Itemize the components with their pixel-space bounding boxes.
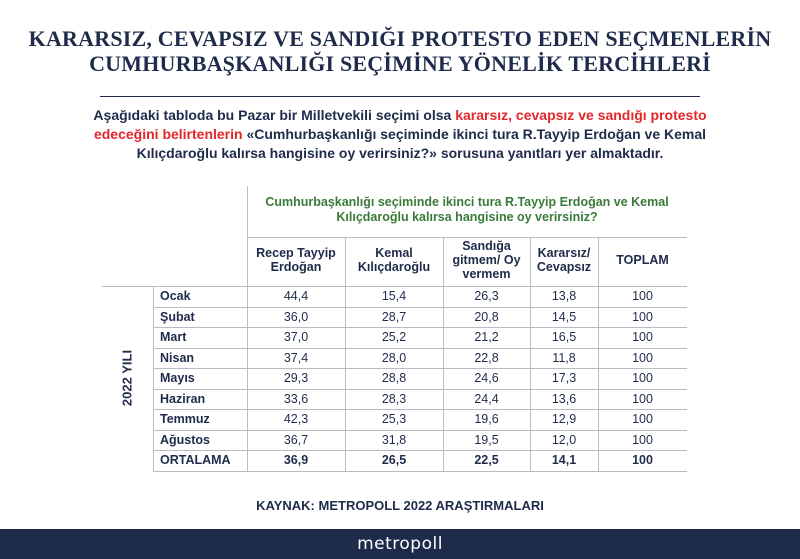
grid-vline [153, 286, 154, 471]
average-cell: 100 [632, 453, 653, 467]
table-cell: 28,7 [381, 309, 407, 324]
table-cell: 17,3 [551, 371, 577, 385]
table-cell: 100 [632, 391, 653, 406]
title-line-1: KARARSIZ, CEVAPSIZ VE SANDIĞI PROTESTO EDEN SEÇMENLERİN [28, 26, 772, 51]
grid-vline [443, 237, 444, 471]
column-header: TOPLAM [616, 253, 669, 267]
grid-hline [153, 327, 687, 328]
table-cell: 22,8 [474, 350, 499, 365]
intro-part-1: Aşağıdaki tabloda bu Pazar bir Milletvekili seçimi olsa [93, 107, 456, 123]
table-cell: 20,8 [474, 309, 499, 324]
grid-hline [153, 430, 687, 431]
table-cell: 25,2 [381, 330, 407, 344]
row-label: Temmuz [160, 412, 210, 426]
average-row-label: ORTALAMA [160, 453, 231, 467]
grid-hline [153, 471, 687, 472]
table-cell: 15,4 [381, 289, 407, 303]
table-cell: 28,0 [381, 350, 407, 365]
table-cell: 14,5 [551, 309, 577, 324]
title-line-2: CUMHURBAŞKANLIĞI SEÇİMİNE YÖNELİK TERCİHLERİ [89, 51, 711, 76]
page-title [0, 26, 800, 76]
table-cell: 42,3 [283, 412, 309, 426]
table-cell: 36,7 [283, 432, 309, 447]
table-cell: 13,6 [551, 391, 577, 406]
average-cell: 36,9 [283, 453, 309, 467]
table-question: Cumhurbaşkanlığı seçiminde ikinci tura R.Tayyip Erdoğan ve Kemal Kılıçdaroğlu kalırsa hangisine oy verirsiniz? [265, 195, 669, 224]
table-cell: 26,3 [474, 289, 499, 303]
year-label: 2022 YILI [119, 349, 135, 407]
row-label: Ağustos [160, 432, 210, 447]
table-cell: 19,5 [474, 432, 499, 447]
row-label: Haziran [160, 391, 206, 406]
grid-hline [153, 307, 687, 308]
table-cell: 100 [632, 432, 653, 447]
grid-hline [102, 286, 687, 287]
table-cell: 37,4 [283, 350, 309, 365]
source-text: KAYNAK: METROPOLL 2022 ARAŞTIRMALARI [256, 498, 544, 513]
table-cell: 29,3 [283, 371, 309, 385]
table-cell: 19,6 [474, 412, 499, 426]
column-header: Kemal Kılıçdaroğlu [357, 246, 431, 274]
brand-logo: metropoll [357, 534, 443, 554]
table-cell: 12,0 [551, 432, 577, 447]
table-cell: 33,6 [283, 391, 309, 406]
intro-text [60, 106, 740, 163]
table-cell: 16,5 [551, 330, 577, 344]
intro-part-2: «Cumhurbaşkanlığı seçiminde ikinci tura R.Tayyip Erdoğan ve Kemal Kılıçdaroğlu kalırsa hangisine oy verirsiniz?» sorusuna yanıtları yer almaktadır. [136, 126, 707, 161]
footer-bar [0, 529, 800, 559]
table-cell: 28,3 [381, 391, 407, 406]
average-cell: 14,1 [551, 453, 577, 467]
grid-hline [153, 389, 687, 390]
column-header: Sandığa gitmem/ Oy vermem [452, 239, 521, 281]
intro-highlight: kararsız, cevapsız ve sandığı protesto edeceğini belirtenlerin [93, 107, 707, 142]
average-cell: 22,5 [474, 453, 499, 467]
row-label: Nisan [160, 350, 195, 365]
row-label: Şubat [160, 309, 195, 324]
grid-hline [153, 368, 687, 369]
table-cell: 25,3 [381, 412, 407, 426]
table-cell: 11,8 [552, 350, 576, 365]
average-cell: 26,5 [381, 453, 407, 467]
table-cell: 13,8 [551, 289, 577, 303]
grid-vline [530, 237, 531, 471]
table-cell: 100 [632, 289, 653, 303]
grid-vline [247, 186, 248, 471]
table-cell: 100 [632, 412, 653, 426]
column-header: Recep Tayyip Erdoğan [256, 246, 336, 274]
table-cell: 37,0 [283, 330, 309, 344]
row-label: Mayıs [160, 371, 195, 385]
row-label: Mart [160, 330, 187, 344]
table-cell: 100 [632, 371, 653, 385]
table-cell: 21,2 [474, 330, 499, 344]
table-cell: 44,4 [283, 289, 309, 303]
year-group [102, 286, 152, 471]
grid-vline [598, 237, 599, 471]
row-label: Ocak [160, 289, 191, 303]
grid-hline [153, 450, 687, 451]
grid-hline [153, 409, 687, 410]
table-cell: 28,8 [381, 371, 407, 385]
grid-vline [345, 237, 346, 471]
title-divider [100, 96, 700, 97]
table-cell: 31,8 [381, 432, 407, 447]
table-cell: 100 [632, 309, 653, 324]
column-header: Kararsız/ Cevapsız [536, 246, 592, 274]
table-cell: 12,9 [551, 412, 577, 426]
table-cell: 36,0 [283, 309, 309, 324]
table-cell: 24,4 [474, 391, 499, 406]
table-cell: 100 [632, 330, 653, 344]
table-cell: 24,6 [474, 371, 499, 385]
table-cell: 100 [632, 350, 653, 365]
grid-hline [247, 237, 687, 238]
grid-hline [153, 348, 687, 349]
